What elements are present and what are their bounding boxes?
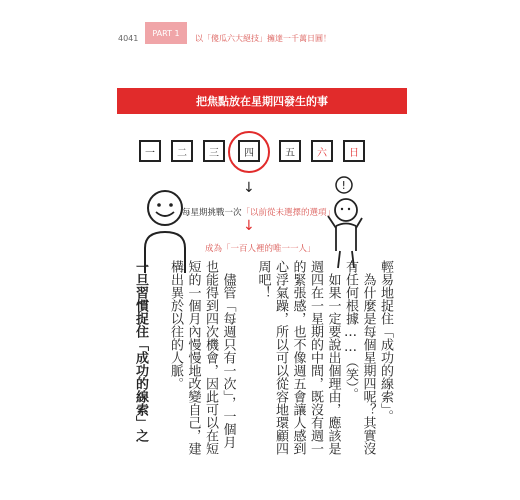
body-column: 短的一個月內慢慢地改變自己，建 [185, 260, 201, 455]
body-column: 一旦習慣捉住「成功的線索」之 [133, 260, 148, 442]
body-column: 有任何根據……（笑）。 [343, 260, 358, 401]
body-column: 如果一定要說出個理由，應該是 [325, 260, 341, 455]
weekday-box: 六 [311, 140, 333, 162]
weekday-box: 二 [171, 140, 193, 162]
weekday-box: 五 [279, 140, 301, 162]
arrow-down-icon: ↓ [243, 180, 255, 196]
surprised-person-icon [318, 176, 378, 271]
body-column: 的緊張感，也不像週五會讓人感到 [290, 260, 306, 455]
body-column: 周吧！ [255, 260, 271, 299]
section-banner: 把焦點放在星期四發生的事 [117, 88, 407, 114]
body-column: 為什麼是每個星期四呢？其實沒 [360, 260, 376, 455]
caption-challenge-prefix: 每星期挑戰一次 [182, 208, 242, 218]
arrow-down-red-icon: ↓ [243, 218, 255, 234]
caption-result: 成為「一百人裡的唯一一人」 [205, 244, 316, 254]
body-column: 心浮氣躁，所以可以從容地環顧四 [273, 260, 288, 455]
exclamation-mark: ! [341, 179, 346, 192]
running-header: 以「傻瓜六大絕技」擁達一千萬日圓！ [195, 34, 331, 43]
caption-challenge-highlight: 「以前從未選擇的選項」 [241, 208, 336, 218]
weekday-box: 日 [343, 140, 365, 162]
weekday-box: 一 [139, 140, 161, 162]
body-column: 也能得到四次機會，因此可以在短 [203, 260, 218, 455]
weekday-row [0, 140, 520, 170]
weekday-box: 四 [238, 140, 260, 162]
page-number: 4041 [118, 34, 139, 43]
body-column: 儘管「每週只有一次」，一個月 [220, 260, 236, 449]
part-tab: PART 1 [145, 22, 187, 44]
body-column: 構出異於以往的人脈。 [168, 260, 183, 390]
body-column: 週四在一星期的中間，既沒有週一 [308, 260, 323, 455]
body-column: 輕易地捉住「成功的線索」。 [378, 260, 393, 423]
weekday-box: 三 [203, 140, 225, 162]
